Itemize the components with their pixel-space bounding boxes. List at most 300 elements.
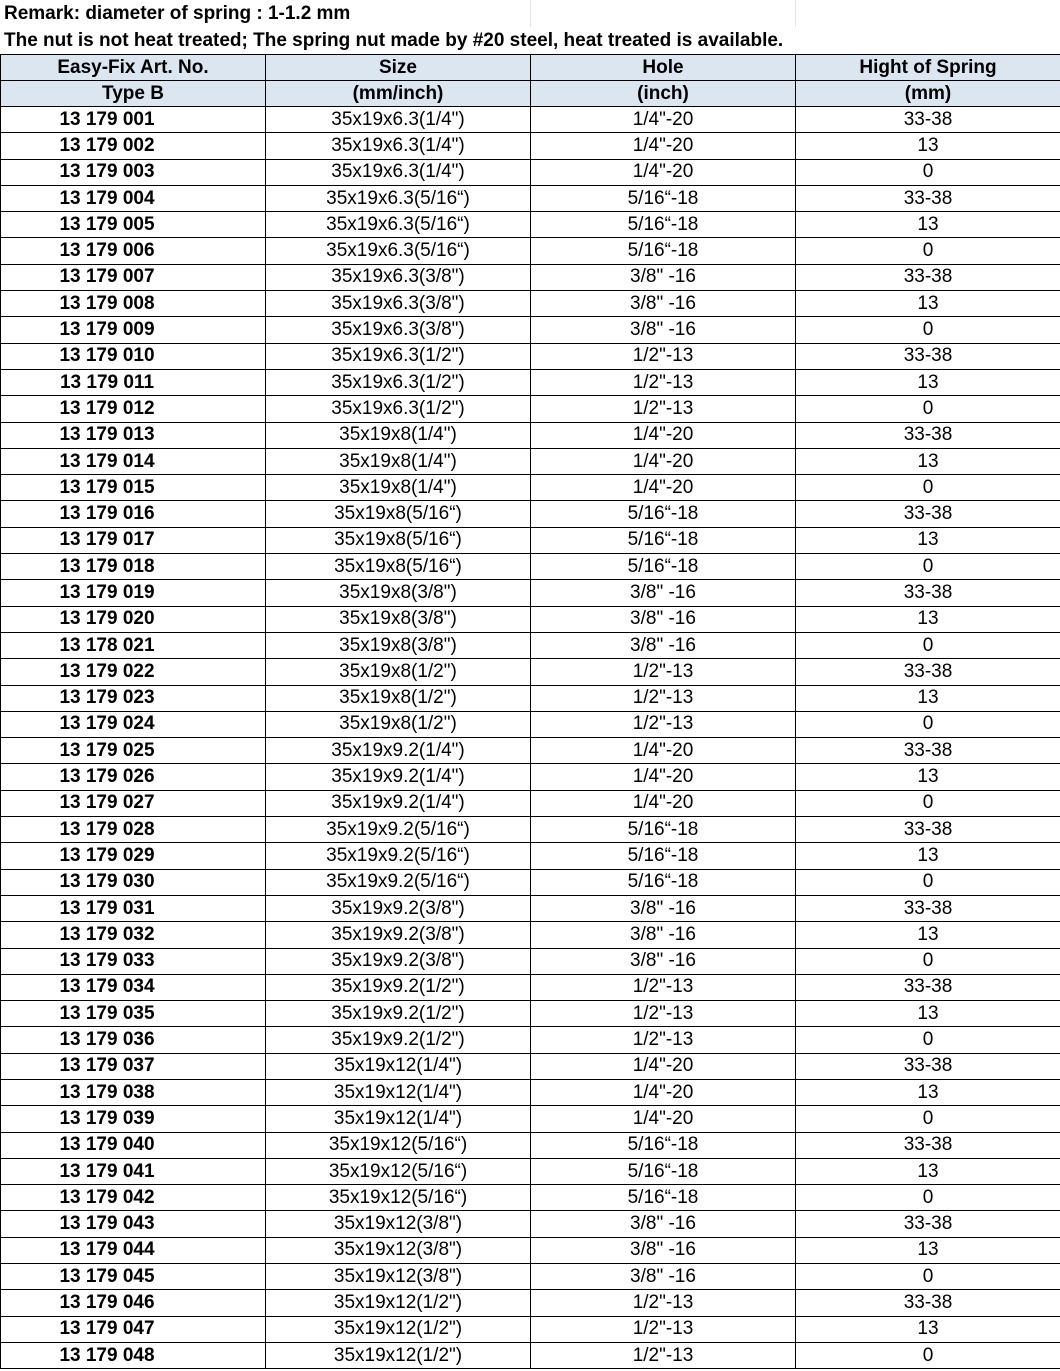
hole-cell: 3/8" -16 <box>531 317 796 343</box>
header-row-2 <box>1 81 1060 107</box>
table-row <box>1 685 1060 711</box>
table-row <box>1 475 1060 501</box>
size-cell: 35x19x6.3(1/4") <box>266 133 531 159</box>
art-no-text: 13 179 025 <box>59 739 155 761</box>
spring-height-cell: 0 <box>796 1185 1060 1211</box>
art-no-text: 13 179 015 <box>59 476 155 498</box>
spring-height-cell: 0 <box>796 790 1060 816</box>
table-row <box>1 843 1060 869</box>
spring-height-cell: 0 <box>796 869 1060 895</box>
size-cell: 35x19x12(1/2") <box>266 1342 531 1368</box>
spring-height-cell: 0 <box>796 554 1060 580</box>
hole-cell: 5/16“-18 <box>531 817 796 843</box>
art-no-text: 13 179 022 <box>59 660 155 682</box>
spring-height-cell: 13 <box>796 922 1060 948</box>
table-row <box>1 738 1060 764</box>
art-no-cell <box>1 869 266 895</box>
hole-cell: 5/16“-18 <box>531 843 796 869</box>
size-cell: 35x19x9.2(5/16“) <box>266 843 531 869</box>
spring-height-cell: 13 <box>796 1316 1060 1342</box>
art-no-cell <box>1 1106 266 1132</box>
hole-cell: 3/8" -16 <box>531 1211 796 1237</box>
size-cell: 35x19x8(5/16“) <box>266 527 531 553</box>
art-no-cell <box>1 1211 266 1237</box>
art-no-cell <box>1 264 266 290</box>
table-row <box>1 369 1060 395</box>
hole-cell: 1/2"-13 <box>531 1001 796 1027</box>
size-cell: 35x19x6.3(1/4") <box>266 107 531 133</box>
art-no-cell <box>1 396 266 422</box>
hole-cell: 1/2"-13 <box>531 1290 796 1316</box>
table-row <box>1 1185 1060 1211</box>
size-cell: 35x19x6.3(3/8") <box>266 264 531 290</box>
art-no-cell <box>1 343 266 369</box>
art-no-text: 13 179 030 <box>59 871 155 893</box>
table-row <box>1 554 1060 580</box>
size-cell: 35x19x9.2(3/8") <box>266 895 531 921</box>
art-no-text: 13 179 014 <box>59 450 155 472</box>
spring-height-cell: 13 <box>796 1001 1060 1027</box>
remark-line-2: The nut is not heat treated; The spring nut made by #20 steel, heat treated is available. <box>4 30 784 51</box>
table-row <box>1 107 1060 133</box>
spring-height-cell: 13 <box>796 764 1060 790</box>
hole-cell: 1/2"-13 <box>531 1316 796 1342</box>
art-no-text: 13 179 002 <box>59 134 155 156</box>
art-no-cell <box>1 238 266 264</box>
art-no-cell <box>1 1237 266 1263</box>
art-no-text: 13 179 027 <box>59 792 155 814</box>
remark-line-1: Remark: diameter of spring : 1-1.2 mm <box>4 3 351 24</box>
table-row <box>1 1158 1060 1184</box>
size-cell: 35x19x6.3(1/2") <box>266 396 531 422</box>
art-no-cell <box>1 1001 266 1027</box>
art-no-cell <box>1 527 266 553</box>
table-row <box>1 422 1060 448</box>
art-no-text: 13 179 038 <box>59 1081 155 1103</box>
table-row <box>1 1132 1060 1158</box>
spring-height-cell: 33-38 <box>796 659 1060 685</box>
size-cell: 35x19x6.3(1/2") <box>266 343 531 369</box>
art-no-text: 13 179 034 <box>59 976 155 998</box>
hole-cell: 1/2"-13 <box>531 659 796 685</box>
size-cell: 35x19x6.3(5/16“) <box>266 238 531 264</box>
hole-cell: 1/4"-20 <box>531 1106 796 1132</box>
header-spring-height: Hight of Spring <box>796 55 1060 81</box>
art-no-cell <box>1 790 266 816</box>
art-no-cell <box>1 1158 266 1184</box>
hole-cell: 5/16“-18 <box>531 185 796 211</box>
art-no-cell <box>1 1053 266 1079</box>
art-no-text: 13 179 007 <box>59 266 155 288</box>
hole-cell: 1/4"-20 <box>531 738 796 764</box>
spring-nut-table <box>0 54 1060 1369</box>
table-row <box>1 817 1060 843</box>
hole-cell: 1/2"-13 <box>531 1342 796 1368</box>
size-cell: 35x19x12(3/8") <box>266 1264 531 1290</box>
art-no-cell <box>1 738 266 764</box>
hole-cell: 5/16“-18 <box>531 527 796 553</box>
size-cell: 35x19x8(5/16“) <box>266 554 531 580</box>
spring-height-cell: 0 <box>796 396 1060 422</box>
hole-cell: 1/4"-20 <box>531 448 796 474</box>
size-cell: 35x19x12(1/2") <box>266 1290 531 1316</box>
hole-cell: 1/4"-20 <box>531 764 796 790</box>
art-no-cell <box>1 107 266 133</box>
spring-height-cell: 13 <box>796 606 1060 632</box>
spring-height-cell: 33-38 <box>796 343 1060 369</box>
table-row <box>1 291 1060 317</box>
table-row <box>1 895 1060 921</box>
art-no-cell <box>1 1316 266 1342</box>
table-row <box>1 238 1060 264</box>
size-cell: 35x19x6.3(5/16“) <box>266 185 531 211</box>
size-cell: 35x19x12(5/16“) <box>266 1132 531 1158</box>
table-row <box>1 264 1060 290</box>
art-no-text: 13 179 048 <box>59 1344 155 1366</box>
spring-height-cell: 0 <box>796 1264 1060 1290</box>
art-no-cell <box>1 475 266 501</box>
table-row <box>1 790 1060 816</box>
spring-height-cell: 0 <box>796 475 1060 501</box>
art-no-text: 13 179 035 <box>59 1002 155 1024</box>
table-row <box>1 212 1060 238</box>
table-row <box>1 1316 1060 1342</box>
art-no-cell <box>1 1132 266 1158</box>
art-no-cell <box>1 895 266 921</box>
spring-height-cell: 33-38 <box>796 895 1060 921</box>
art-no-cell <box>1 422 266 448</box>
art-no-text: 13 179 047 <box>59 1318 155 1340</box>
art-no-text: 13 179 037 <box>59 1055 155 1077</box>
table-row <box>1 1027 1060 1053</box>
spring-height-cell: 33-38 <box>796 580 1060 606</box>
table-row <box>1 185 1060 211</box>
table-row <box>1 1079 1060 1105</box>
art-no-cell <box>1 1290 266 1316</box>
hole-cell: 1/4"-20 <box>531 1053 796 1079</box>
size-cell: 35x19x6.3(3/8") <box>266 317 531 343</box>
spring-height-cell: 0 <box>796 711 1060 737</box>
table-row <box>1 922 1060 948</box>
header-size: Size <box>266 55 531 81</box>
table-row <box>1 133 1060 159</box>
art-no-cell <box>1 922 266 948</box>
hole-cell: 1/2"-13 <box>531 685 796 711</box>
hole-cell: 5/16“-18 <box>531 554 796 580</box>
header-spring-unit: (mm) <box>796 81 1060 107</box>
hole-cell: 1/4"-20 <box>531 159 796 185</box>
art-no-cell <box>1 948 266 974</box>
spring-height-cell: 0 <box>796 948 1060 974</box>
hole-cell: 1/4"-20 <box>531 475 796 501</box>
art-no-text: 13 179 018 <box>59 555 155 577</box>
size-cell: 35x19x8(3/8") <box>266 580 531 606</box>
table-row <box>1 659 1060 685</box>
art-no-text: 13 179 023 <box>59 687 155 709</box>
table-row <box>1 1106 1060 1132</box>
spring-height-cell: 33-38 <box>796 974 1060 1000</box>
hole-cell: 1/4"-20 <box>531 133 796 159</box>
hole-cell: 5/16“-18 <box>531 238 796 264</box>
size-cell: 35x19x12(1/2") <box>266 1316 531 1342</box>
size-cell: 35x19x9.2(3/8") <box>266 922 531 948</box>
table-row <box>1 501 1060 527</box>
art-no-cell <box>1 1342 266 1368</box>
size-cell: 35x19x9.2(1/4") <box>266 764 531 790</box>
hole-cell: 5/16“-18 <box>531 212 796 238</box>
art-no-text: 13 179 001 <box>59 108 155 130</box>
hole-cell: 3/8" -16 <box>531 264 796 290</box>
table-row <box>1 1001 1060 1027</box>
spring-height-cell: 33-38 <box>796 422 1060 448</box>
table-row <box>1 159 1060 185</box>
size-cell: 35x19x12(1/4") <box>266 1079 531 1105</box>
table-row <box>1 1264 1060 1290</box>
size-cell: 35x19x12(5/16“) <box>266 1158 531 1184</box>
table-row <box>1 448 1060 474</box>
art-no-cell <box>1 448 266 474</box>
hole-cell: 3/8" -16 <box>531 580 796 606</box>
header-art-no: Easy-Fix Art. No. <box>1 55 266 81</box>
art-no-cell <box>1 369 266 395</box>
hole-cell: 3/8" -16 <box>531 606 796 632</box>
spring-height-cell: 33-38 <box>796 817 1060 843</box>
spring-height-cell: 0 <box>796 159 1060 185</box>
size-cell: 35x19x8(1/2") <box>266 711 531 737</box>
hole-cell: 1/2"-13 <box>531 974 796 1000</box>
art-no-text: 13 179 045 <box>59 1265 155 1287</box>
size-cell: 35x19x9.2(1/4") <box>266 790 531 816</box>
table-row <box>1 711 1060 737</box>
art-no-text: 13 179 043 <box>59 1213 155 1235</box>
art-no-cell <box>1 159 266 185</box>
size-cell: 35x19x12(5/16“) <box>266 1185 531 1211</box>
art-no-cell <box>1 843 266 869</box>
table-row <box>1 1290 1060 1316</box>
art-no-cell <box>1 133 266 159</box>
art-no-text: 13 179 004 <box>59 187 155 209</box>
art-no-cell <box>1 606 266 632</box>
size-cell: 35x19x9.2(5/16“) <box>266 869 531 895</box>
art-no-text: 13 179 017 <box>59 529 155 551</box>
art-no-cell <box>1 1185 266 1211</box>
spring-height-cell: 33-38 <box>796 738 1060 764</box>
art-no-text: 13 179 039 <box>59 1107 155 1129</box>
art-no-cell <box>1 1027 266 1053</box>
spring-height-cell: 33-38 <box>796 107 1060 133</box>
hole-cell: 5/16“-18 <box>531 1185 796 1211</box>
header-size-unit: (mm/inch) <box>266 81 531 107</box>
header-hole: Hole <box>531 55 796 81</box>
table-row <box>1 527 1060 553</box>
size-cell: 35x19x9.2(1/2") <box>266 1027 531 1053</box>
table-row <box>1 948 1060 974</box>
hole-cell: 1/2"-13 <box>531 343 796 369</box>
size-cell: 35x19x9.2(1/4") <box>266 738 531 764</box>
spring-height-cell: 13 <box>796 527 1060 553</box>
art-no-text: 13 179 019 <box>59 581 155 603</box>
art-no-text: 13 179 028 <box>59 818 155 840</box>
spring-height-cell: 13 <box>796 843 1060 869</box>
art-no-text: 13 179 003 <box>59 161 155 183</box>
art-no-text: 13 179 006 <box>59 240 155 262</box>
hole-cell: 3/8" -16 <box>531 895 796 921</box>
art-no-text: 13 179 044 <box>59 1239 155 1261</box>
art-no-text: 13 179 010 <box>59 345 155 367</box>
art-no-text: 13 179 013 <box>59 424 155 446</box>
art-no-text: 13 179 020 <box>59 608 155 630</box>
hole-cell: 3/8" -16 <box>531 922 796 948</box>
art-no-text: 13 179 046 <box>59 1292 155 1313</box>
table-row <box>1 343 1060 369</box>
art-no-text: 13 179 031 <box>59 897 155 919</box>
art-no-text: 13 179 024 <box>59 713 155 735</box>
size-cell: 35x19x8(3/8") <box>266 606 531 632</box>
art-no-cell <box>1 291 266 317</box>
size-cell: 35x19x6.3(1/2") <box>266 369 531 395</box>
art-no-text: 13 179 005 <box>59 213 155 235</box>
table-row <box>1 1237 1060 1263</box>
hole-cell: 1/4"-20 <box>531 107 796 133</box>
art-no-cell <box>1 817 266 843</box>
art-no-cell <box>1 711 266 737</box>
size-cell: 35x19x8(1/4") <box>266 422 531 448</box>
spring-height-cell: 0 <box>796 317 1060 343</box>
art-no-text: 13 179 032 <box>59 923 155 945</box>
spring-height-cell: 0 <box>796 1106 1060 1132</box>
spring-height-cell: 13 <box>796 369 1060 395</box>
spring-height-cell: 13 <box>796 1158 1060 1184</box>
spring-height-cell: 0 <box>796 632 1060 658</box>
spring-height-cell: 33-38 <box>796 264 1060 290</box>
spring-height-cell: 13 <box>796 448 1060 474</box>
spring-height-cell: 13 <box>796 291 1060 317</box>
size-cell: 35x19x6.3(3/8") <box>266 291 531 317</box>
hole-cell: 5/16“-18 <box>531 1158 796 1184</box>
hole-cell: 1/2"-13 <box>531 396 796 422</box>
spring-height-cell: 33-38 <box>796 1132 1060 1158</box>
spring-height-cell: 13 <box>796 1079 1060 1105</box>
table-header <box>1 55 1060 107</box>
size-cell: 35x19x9.2(3/8") <box>266 948 531 974</box>
art-no-text: 13 179 041 <box>59 1160 155 1182</box>
table-body <box>1 107 1060 1369</box>
size-cell: 35x19x6.3(5/16“) <box>266 212 531 238</box>
art-no-cell <box>1 974 266 1000</box>
size-cell: 35x19x8(1/2") <box>266 685 531 711</box>
art-no-text: 13 179 029 <box>59 844 155 866</box>
header-type: Type B <box>1 81 266 107</box>
art-no-cell <box>1 1079 266 1105</box>
hole-cell: 3/8" -16 <box>531 1237 796 1263</box>
hole-cell: 3/8" -16 <box>531 948 796 974</box>
art-no-text: 13 179 042 <box>59 1186 155 1208</box>
size-cell: 35x19x9.2(1/2") <box>266 1001 531 1027</box>
hole-cell: 1/4"-20 <box>531 422 796 448</box>
hole-cell: 1/2"-13 <box>531 711 796 737</box>
art-no-cell <box>1 580 266 606</box>
size-cell: 35x19x8(5/16“) <box>266 501 531 527</box>
art-no-cell <box>1 185 266 211</box>
art-no-cell <box>1 659 266 685</box>
header-hole-unit: (inch) <box>531 81 796 107</box>
size-cell: 35x19x8(3/8") <box>266 632 531 658</box>
hole-cell: 3/8" -16 <box>531 291 796 317</box>
size-cell: 35x19x12(3/8") <box>266 1237 531 1263</box>
size-cell: 35x19x12(3/8") <box>266 1211 531 1237</box>
art-no-cell <box>1 1264 266 1290</box>
spring-height-cell: 33-38 <box>796 185 1060 211</box>
art-no-text: 13 179 009 <box>59 319 155 341</box>
size-cell: 35x19x8(1/2") <box>266 659 531 685</box>
table-row <box>1 606 1060 632</box>
spring-height-cell: 13 <box>796 1237 1060 1263</box>
spring-height-cell: 33-38 <box>796 1290 1060 1316</box>
hole-cell: 1/4"-20 <box>531 790 796 816</box>
spring-height-cell: 13 <box>796 133 1060 159</box>
art-no-text: 13 179 012 <box>59 397 155 419</box>
art-no-text: 13 179 011 <box>59 371 155 393</box>
art-no-text: 13 179 036 <box>59 1029 155 1051</box>
art-no-cell <box>1 501 266 527</box>
hole-cell: 5/16“-18 <box>531 501 796 527</box>
spring-height-cell: 0 <box>796 1342 1060 1368</box>
table-row <box>1 580 1060 606</box>
size-cell: 35x19x9.2(1/2") <box>266 974 531 1000</box>
hole-cell: 1/2"-13 <box>531 1027 796 1053</box>
hole-cell: 5/16“-18 <box>531 869 796 895</box>
spring-height-cell: 33-38 <box>796 1211 1060 1237</box>
spring-height-cell: 0 <box>796 238 1060 264</box>
table-row <box>1 632 1060 658</box>
table-row <box>1 1053 1060 1079</box>
art-no-text: 13 179 033 <box>59 950 155 972</box>
table-row <box>1 1211 1060 1237</box>
spring-height-cell: 13 <box>796 685 1060 711</box>
size-cell: 35x19x9.2(5/16“) <box>266 817 531 843</box>
hole-cell: 3/8" -16 <box>531 1264 796 1290</box>
table-row <box>1 396 1060 422</box>
art-no-cell <box>1 632 266 658</box>
size-cell: 35x19x8(1/4") <box>266 475 531 501</box>
art-no-cell <box>1 554 266 580</box>
table-row <box>1 1342 1060 1368</box>
header-row-1 <box>1 55 1060 81</box>
size-cell: 35x19x12(1/4") <box>266 1106 531 1132</box>
art-no-text: 13 179 040 <box>59 1134 155 1156</box>
art-no-text: 13 179 016 <box>59 503 155 525</box>
spring-height-cell: 0 <box>796 1027 1060 1053</box>
art-no-text: 13 178 021 <box>59 634 155 656</box>
table-row <box>1 317 1060 343</box>
spring-height-cell: 33-38 <box>796 1053 1060 1079</box>
size-cell: 35x19x8(1/4") <box>266 448 531 474</box>
hole-cell: 1/4"-20 <box>531 1079 796 1105</box>
art-no-cell <box>1 685 266 711</box>
hole-cell: 1/2"-13 <box>531 369 796 395</box>
spring-height-cell: 33-38 <box>796 501 1060 527</box>
spring-height-cell: 13 <box>796 212 1060 238</box>
art-no-cell <box>1 764 266 790</box>
table-row <box>1 869 1060 895</box>
hole-cell: 5/16“-18 <box>531 1132 796 1158</box>
size-cell: 35x19x6.3(1/4") <box>266 159 531 185</box>
art-no-cell <box>1 212 266 238</box>
table-row <box>1 764 1060 790</box>
table-row <box>1 974 1060 1000</box>
size-cell: 35x19x12(1/4") <box>266 1053 531 1079</box>
art-no-cell <box>1 317 266 343</box>
